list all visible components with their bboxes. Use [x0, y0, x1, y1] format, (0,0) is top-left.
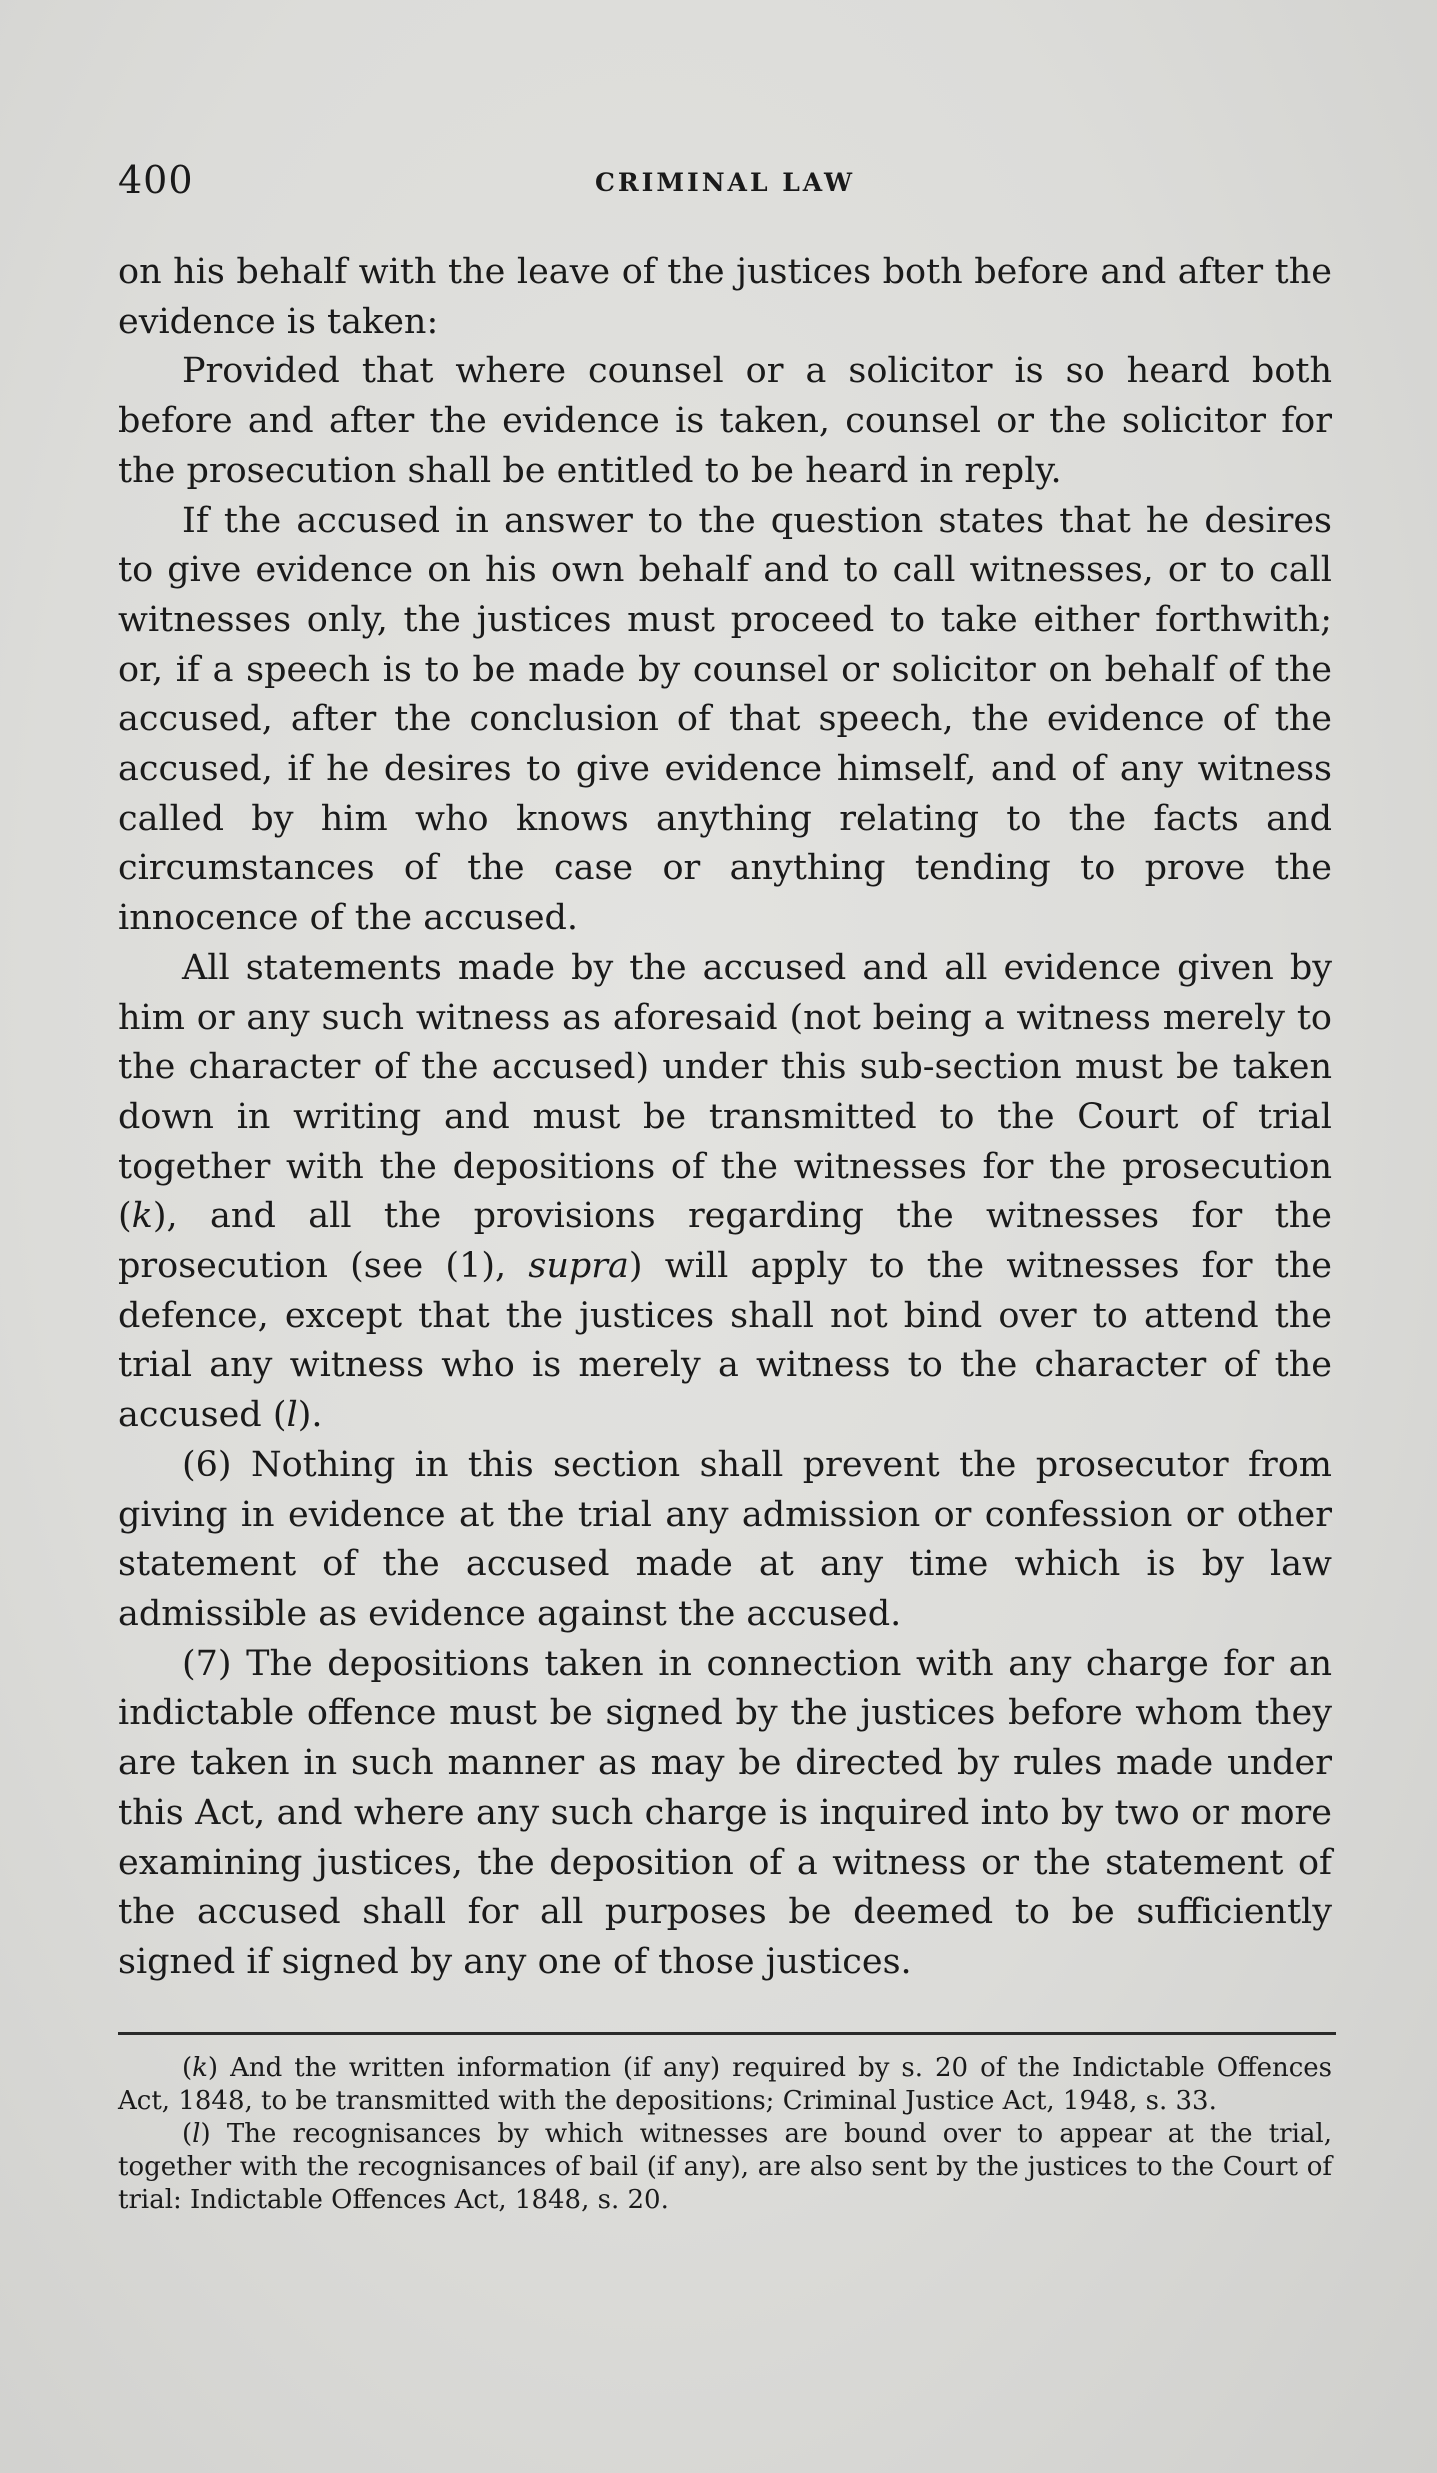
statements-text-d: ).	[297, 1395, 323, 1436]
running-title: CRIMINAL LAW	[594, 168, 856, 197]
statements-text-a: All statements made by the accused and all evidence given by him or any such witness as aforesaid (not being a witness merely to the character of the accused) under this sub-section must be taken down in writing and must be transmitted to the Court of trial together with the depositions of the witnesses for the prosecution (	[118, 947, 1332, 1237]
paragraph-continuation: on his behalf with the leave of the justices both before and after the evidence is taken:	[118, 252, 1332, 342]
footnote-divider	[118, 2032, 1336, 2035]
footnote-l: (l) The recognisances by which witnesses are bound over to appear at the trial, together with the recognisances of bail (if any), are also sent by the justices to the Court of trial: Indictable Offences Act, 1848, s. 20.	[118, 2119, 1332, 2215]
footnote-l-mark: l	[192, 2119, 201, 2149]
footnote-l-text: The recognisances by which witnesses are bound over to appear at the trial, together with the recognisances of bail (if any), are also sent by the justices to the Court of trial: Indictable Offences Act, 1848, s. 20.	[118, 2119, 1332, 2215]
paragraph-statements	[118, 944, 1332, 1441]
footnotes	[118, 2052, 1332, 2217]
footnote-k-text: And the written information (if any) required by s. 20 of the Indictable Offences Act, 1848, to be transmitted with the depositions; Criminal Justice Act, 1948, s. 33.	[118, 2053, 1332, 2116]
paragraph-defence-evidence: If the accused in answer to the question states that he desires to give evidence on his own behalf and to call witnesses, or to call witnesses only, the justices must proceed to take either forthwith; or, if a speech is to be made by counsel or solicitor on behalf of the accused, after the conclusion of that speech, the evidence of the accused, if he desires to give evidence himself, and of any witness called by him who knows anything relating to the facts and circumstances of the case or anything tending to prove the innocence of the accused.	[118, 500, 1332, 939]
footnote-k-mark: k	[192, 2053, 208, 2083]
footnote-ref-l: l	[286, 1395, 298, 1436]
supra-reference: supra	[528, 1246, 629, 1287]
paragraph-subsection-7: (7) The depositions taken in connection with any charge for an indictable offence must be signed by the justices before whom they are taken in such manner as may be directed by rules made under this Act, and where any such charge is inquired into by two or more examining justices, the deposition of a witness or the statement of the accused shall for all purposes be deemed to be sufficiently signed if signed by any one of those justices.	[118, 1643, 1332, 1982]
statements-text-c: ) will apply to the witnesses for the defence, except that the justices shall not bind over to attend the trial any witness who is merely a witness to the character of the accused (	[118, 1246, 1332, 1436]
page-number: 400	[118, 158, 194, 202]
paragraph-proviso: Provided that where counsel or a solicitor is so heard both before and after the evidence is taken, counsel or the solicitor for the prosecution shall be entitled to be heard in reply.	[118, 351, 1332, 491]
paragraph-subsection-6: (6) Nothing in this section shall prevent the prosecutor from giving in evidence at the trial any admission or confession or other statement of the accused made at any time which is by law admissible as evidence against the accused.	[118, 1444, 1332, 1634]
statements-text-b: ), and all the provisions regarding the witnesses for the prosecution (see (1),	[118, 1196, 1332, 1287]
body-text	[118, 248, 1332, 1988]
running-head	[118, 158, 1332, 208]
footnote-ref-k: k	[131, 1196, 153, 1237]
footnote-k: (k) And the written information (if any) required by s. 20 of the Indictable Offences Act, 1848, to be transmitted with the depositions; Criminal Justice Act, 1948, s. 33.	[118, 2053, 1332, 2116]
